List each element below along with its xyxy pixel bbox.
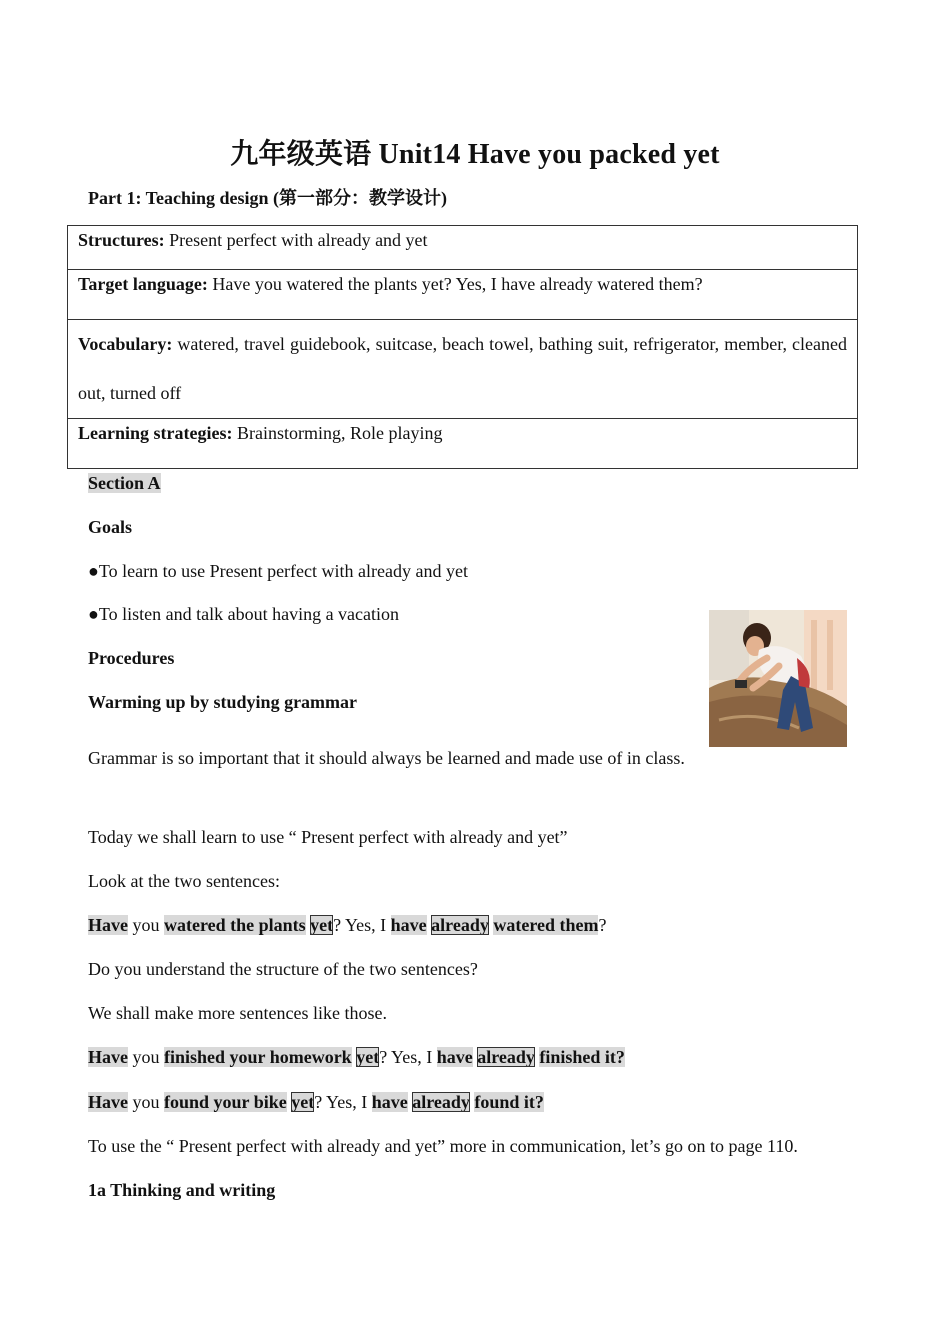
- today-line: Today we shall learn to use “ Present perfect with already and yet”: [88, 827, 568, 847]
- table-row-structures: [68, 226, 858, 270]
- example-sentence-2: Have you finished your homework yet? Yes, I have already finished it?: [88, 1047, 625, 1067]
- communication-line: To use the “ Present perfect with already and yet” more in communication, let’s go on to page 110.: [88, 1136, 798, 1156]
- table-row-vocabulary: [68, 320, 858, 419]
- learning-strategies-text: Brainstorming, Role playing: [232, 423, 443, 443]
- warming-heading: Warming up by studying grammar: [88, 692, 358, 712]
- goal-item: ●To learn to use Present perfect with already and yet: [88, 561, 468, 581]
- photo-illustration: [709, 610, 847, 747]
- activity-heading: 1a Thinking and writing: [88, 1180, 276, 1200]
- bullet-icon: ●: [88, 561, 99, 581]
- table-row-learning-strategies: [68, 419, 858, 469]
- understand-line: Do you understand the structure of the two sentences?: [88, 959, 478, 979]
- teaching-design-table: [67, 225, 858, 469]
- structures-label: Structures:: [78, 230, 165, 250]
- bullet-icon: ●: [88, 604, 99, 624]
- goal-item: ●To listen and talk about having a vacation: [88, 604, 400, 624]
- part-heading: Part 1: Teaching design (第一部分：教学设计): [88, 188, 448, 208]
- more-sentences-line: We shall make more sentences like those.: [88, 1003, 387, 1023]
- example-sentence-3: Have you found your bike yet? Yes, I have already found it?: [88, 1092, 544, 1112]
- procedures-heading: Procedures: [88, 648, 175, 668]
- section-a-heading: Section A: [88, 473, 161, 493]
- table-row-target-language: [68, 270, 858, 320]
- vocabulary-label: Vocabulary:: [78, 334, 173, 354]
- grammar-paragraph: Grammar is so important that it should always be learned and made use of in class.: [88, 748, 685, 768]
- page-title: 九年级英语 Unit14 Have you packed yet: [230, 139, 720, 170]
- learning-strategies-label: Learning strategies:: [78, 423, 233, 443]
- goals-heading: Goals: [88, 517, 133, 537]
- look-line: Look at the two sentences:: [88, 871, 280, 891]
- woman-cleaning-sofa-photo: [709, 610, 847, 747]
- target-language-label: Target language:: [78, 274, 208, 294]
- example-sentence-1: Have you watered the plants yet? Yes, I have already watered them?: [88, 915, 607, 935]
- vocabulary-text: watered, travel guidebook, suitcase, beach towel, bathing suit, refrigerator, member, cleaned out, turned off: [78, 334, 847, 403]
- target-language-text: Have you watered the plants yet? Yes, I have already watered them?: [207, 274, 703, 294]
- structures-text: Present perfect with already and yet: [164, 230, 428, 250]
